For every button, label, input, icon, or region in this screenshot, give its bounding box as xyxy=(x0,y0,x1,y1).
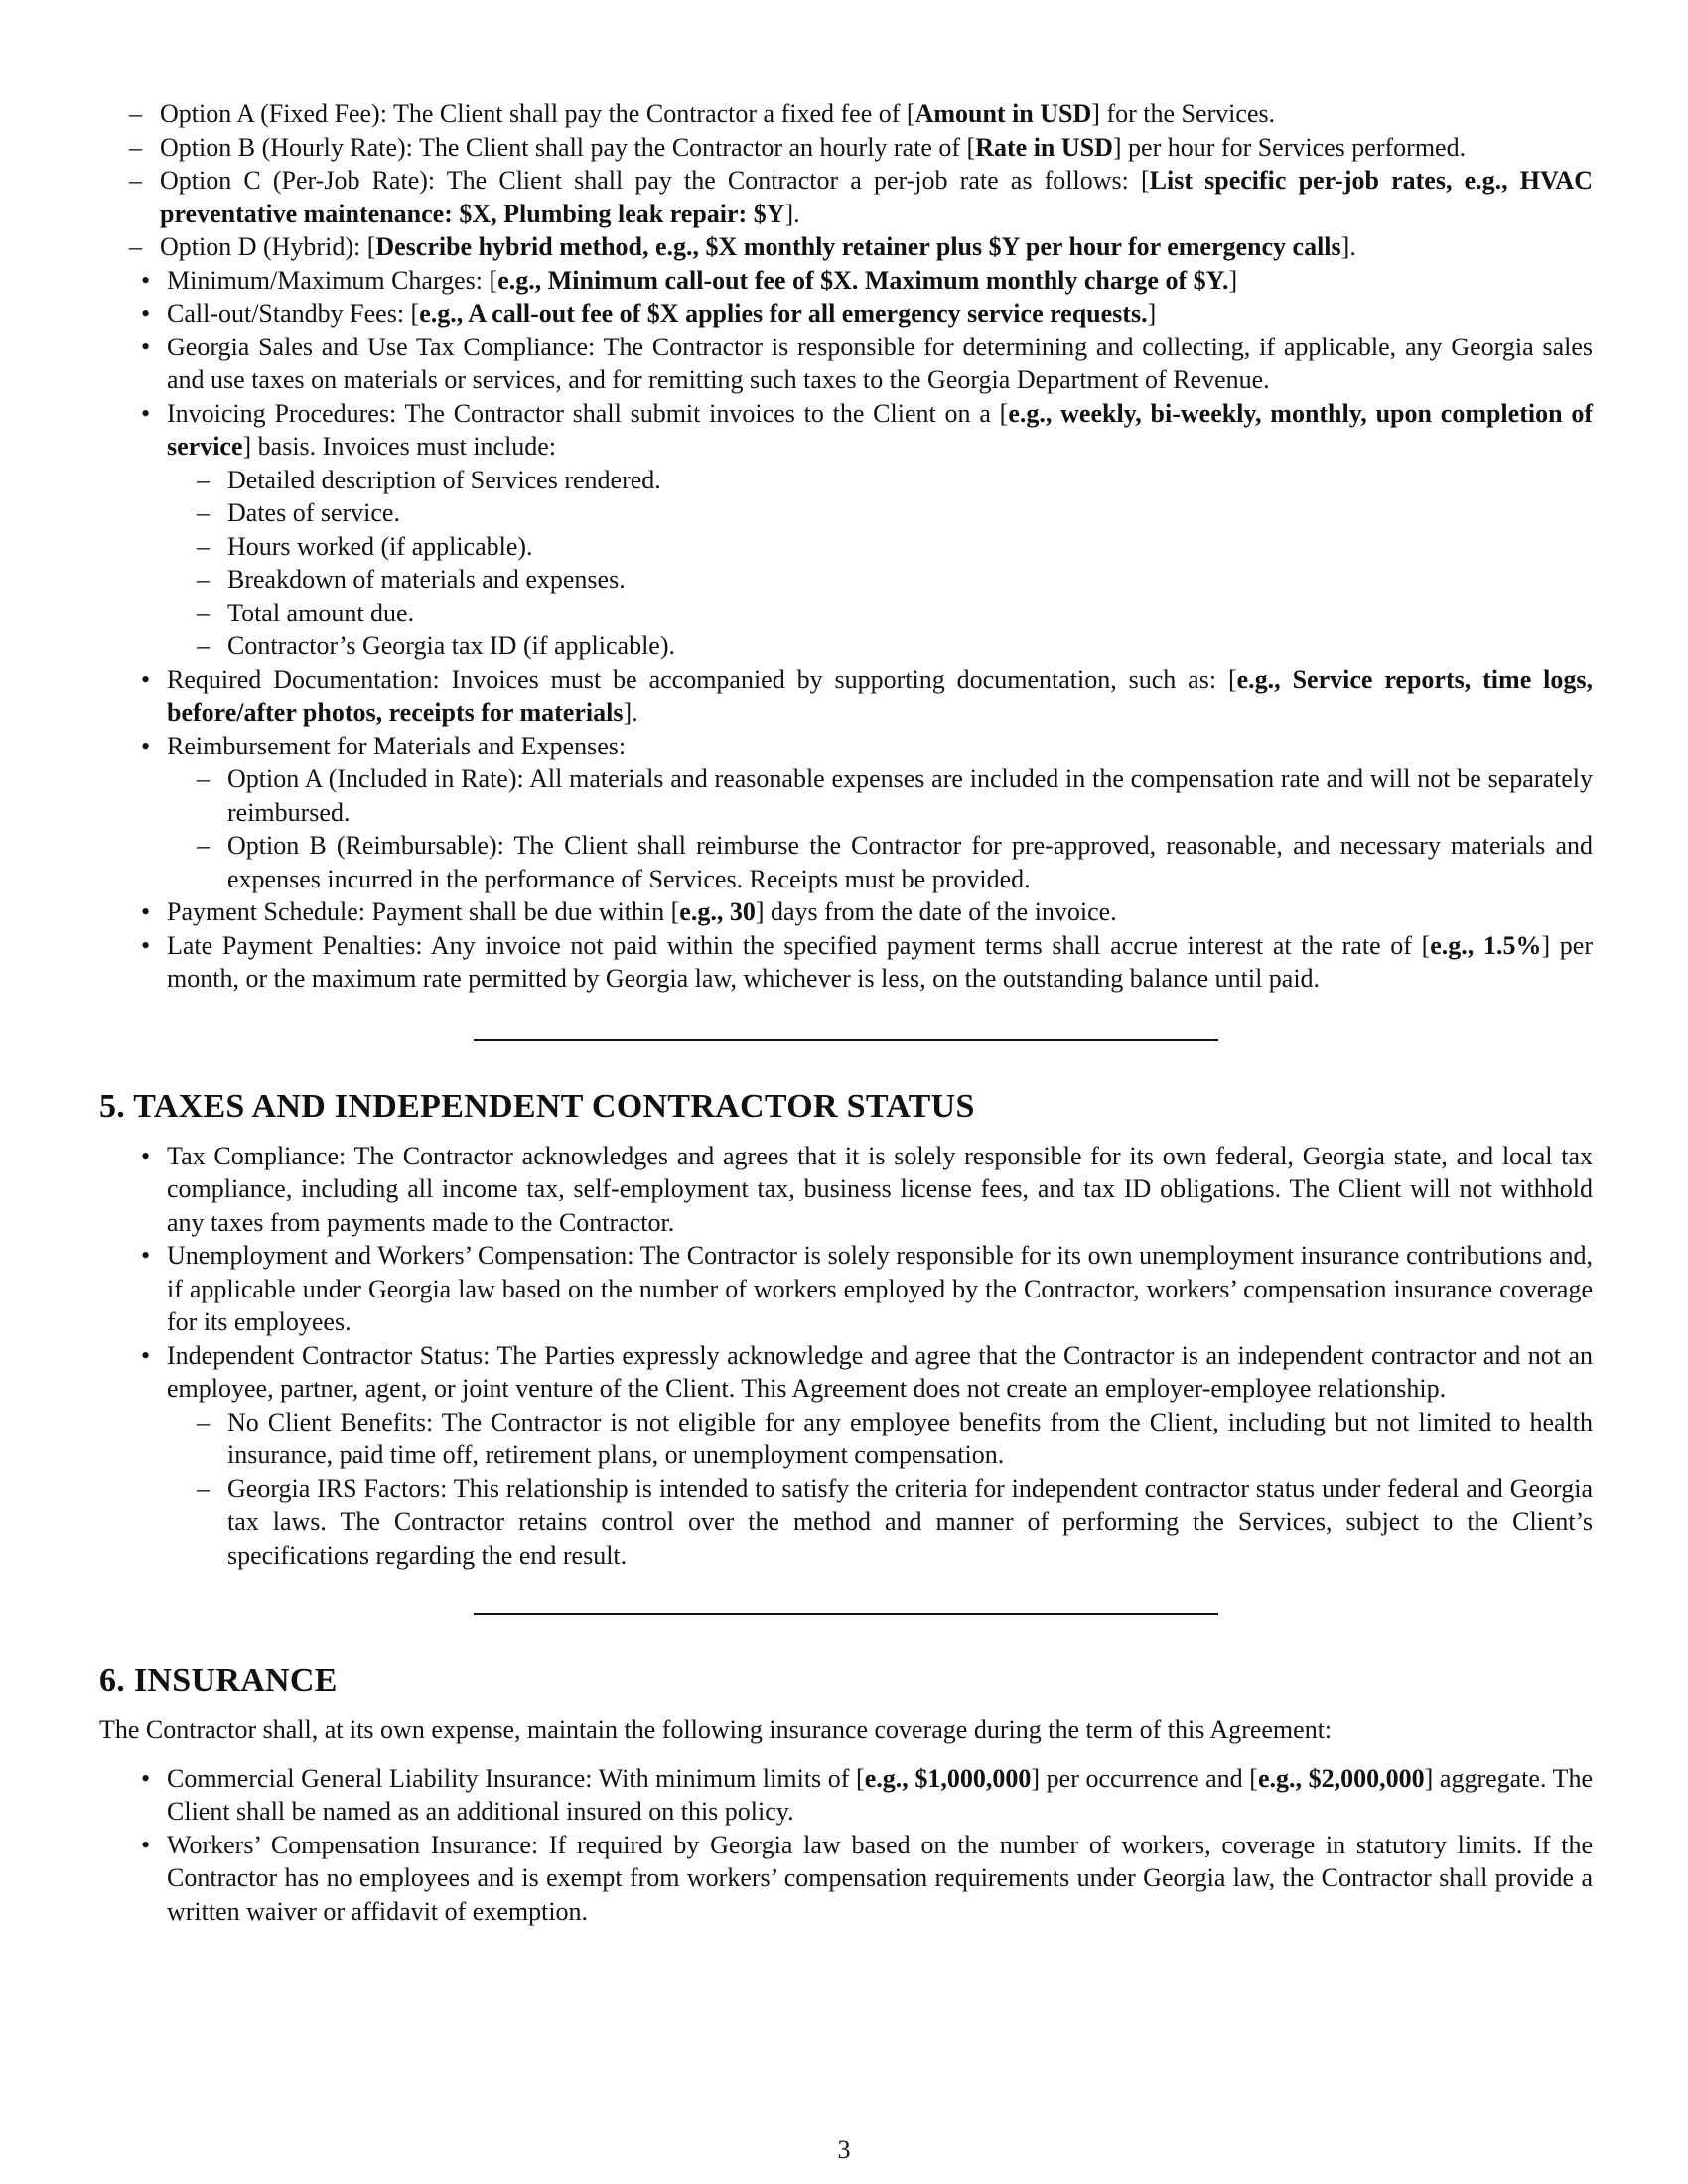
section-6-heading: 6. INSURANCE xyxy=(99,1662,338,1699)
list-item: • Late Payment Penalties: Any invoice not paid within the specified payment terms shall accrue interest at the rate of [e.g., 1.5%] per month, or the maximum rate permitted by Georgia law, whichever is less, on the outstanding balance until paid. xyxy=(99,929,1593,996)
section-divider xyxy=(474,1613,1218,1615)
list-item: • Independent Contractor Status: The Parties expressly acknowledge and agree that the Contractor is an independent contractor and not an employee, partner, agent, or joint venture of the Client. This Agreement does not create an employer-employee relationship. – No Client Benefits: The Contractor is not eligible for any employee benefits from the Client, including but not limited to health insurance, paid time off, retirement plans, or unemployment compensation. – Georgia IRS Factors: This relationship is intended to satisfy the criteria for independent contractor status under federal and Georgia tax laws. The Contractor retains control over the method and manner of performing the Services, subject to the Client’s specifications regarding the end result. xyxy=(99,1339,1593,1572)
list-item: – Breakdown of materials and expenses. xyxy=(167,563,1593,597)
list-item: • Payment Schedule: Payment shall be due within [e.g., 30] days from the date of the invoice. xyxy=(99,895,1593,929)
list-item: – Option B (Reimbursable): The Client shall reimburse the Contractor for pre-approved, reasonable, and necessary materials and expenses incurred in the performance of Services. Receipts must be provided. xyxy=(167,829,1593,895)
page-content xyxy=(99,97,1593,1928)
list-item: – Hours worked (if applicable). xyxy=(167,530,1593,564)
list-item: • Reimbursement for Materials and Expenses: – Option A (Included in Rate): All materials and reasonable expenses are included in the compensation rate and will not be separately reimbursed. – Option B (Reimbursable): The Client shall reimburse the Contractor for pre-approved, reasonable, and necessary materials and expenses incurred in the performance of Services. Receipts must be provided. xyxy=(99,730,1593,896)
list-item: • Georgia Sales and Use Tax Compliance: The Contractor is responsible for determining and collecting, if applicable, any Georgia sales and use taxes on materials or services, and for remitting such taxes to the Georgia Department of Revenue. xyxy=(99,331,1593,397)
list-item: – Option D (Hybrid): [Describe hybrid method, e.g., $X monthly retainer plus $Y per hour for emergency calls]. xyxy=(99,230,1593,264)
list-item: – Option A (Included in Rate): All materials and reasonable expenses are included in the compensation rate and will not be separately reimbursed. xyxy=(167,762,1593,829)
list-item: – Option C (Per-Job Rate): The Client shall pay the Contractor a per-job rate as follows: [List specific per-job rates, e.g., HVAC preventative maintenance: $X, Plumbing leak repair: $Y]. xyxy=(99,164,1593,230)
list-item: – Detailed description of Services rendered. xyxy=(167,464,1593,497)
section-divider xyxy=(474,1039,1218,1041)
section-5-heading: 5. TAXES AND INDEPENDENT CONTRACTOR STATUS xyxy=(99,1087,975,1125)
status-items-list xyxy=(167,1406,1593,1572)
list-item: • Workers’ Compensation Insurance: If required by Georgia law based on the number of workers, coverage in statutory limits. If the Contractor has no employees and is exempt from workers’ compensation requirements under Georgia law, the Contractor shall provide a written waiver or affidavit of exemption. xyxy=(99,1829,1593,1929)
section-5-list xyxy=(99,1140,1593,1572)
list-item: • Commercial General Liability Insurance: With minimum limits of [e.g., $1,000,000] per occurrence and [e.g., $2,000,000] aggregate. The Client shall be named as an additional insured on this policy. xyxy=(99,1762,1593,1829)
list-item: • Required Documentation: Invoices must be accompanied by supporting documentation, such as: [e.g., Service reports, time logs, before/after photos, receipts for materials]. xyxy=(99,663,1593,730)
list-item: – Dates of service. xyxy=(167,496,1593,530)
list-item: – Option A (Fixed Fee): The Client shall pay the Contractor a fixed fee of [Amount in USD] for the Services. xyxy=(99,97,1593,131)
list-item: – Option B (Hourly Rate): The Client shall pay the Contractor an hourly rate of [Rate in USD] per hour for Services performed. xyxy=(99,131,1593,165)
list-item: • Unemployment and Workers’ Compensation: The Contractor is solely responsible for its own unemployment insurance contributions and, if applicable under Georgia law based on the number of workers employed by the Contractor, workers’ compensation insurance coverage for its employees. xyxy=(99,1239,1593,1339)
list-item: • Call-out/Standby Fees: [e.g., A call-out fee of $X applies for all emergency service requests.] xyxy=(99,297,1593,331)
section-6-list xyxy=(99,1762,1593,1929)
list-item: • Minimum/Maximum Charges: [e.g., Minimum call-out fee of $X. Maximum monthly charge of $Y.] xyxy=(99,264,1593,298)
compensation-list xyxy=(99,264,1593,996)
reimbursement-options-list xyxy=(167,762,1593,895)
page-number: 3 xyxy=(837,2135,851,2164)
compensation-options-list xyxy=(99,97,1593,264)
list-item: – Total amount due. xyxy=(167,597,1593,630)
invoice-items-list xyxy=(167,464,1593,663)
list-item: – Contractor’s Georgia tax ID (if applicable). xyxy=(167,629,1593,663)
list-item: – Georgia IRS Factors: This relationship is intended to satisfy the criteria for independent contractor status under federal and Georgia tax laws. The Contractor retains control over the method and manner of performing the Services, subject to the Client’s specifications regarding the end result. xyxy=(167,1472,1593,1572)
list-item: – No Client Benefits: The Contractor is not eligible for any employee benefits from the Client, including but not limited to health insurance, paid time off, retirement plans, or unemployment compensation. xyxy=(167,1406,1593,1472)
list-item: • Invoicing Procedures: The Contractor shall submit invoices to the Client on a [e.g., weekly, bi-weekly, monthly, upon completion of service] basis. Invoices must include: – Detailed description of Services rendered. – Dates of service. – Hours worked (if applicable). – Breakdown of materials and expenses. – Total amount due. – Contractor’s Georgia tax ID (if applicable). xyxy=(99,397,1593,663)
list-item: • Tax Compliance: The Contractor acknowledges and agrees that it is solely responsible for its own federal, Georgia state, and local tax compliance, including all income tax, self-employment tax, business license fees, and tax ID obligations. The Client will not withhold any taxes from payments made to the Contractor. xyxy=(99,1140,1593,1240)
section-6-intro: The Contractor shall, at its own expense, maintain the following insurance coverage during the term of this Agreement: xyxy=(99,1715,1333,1744)
